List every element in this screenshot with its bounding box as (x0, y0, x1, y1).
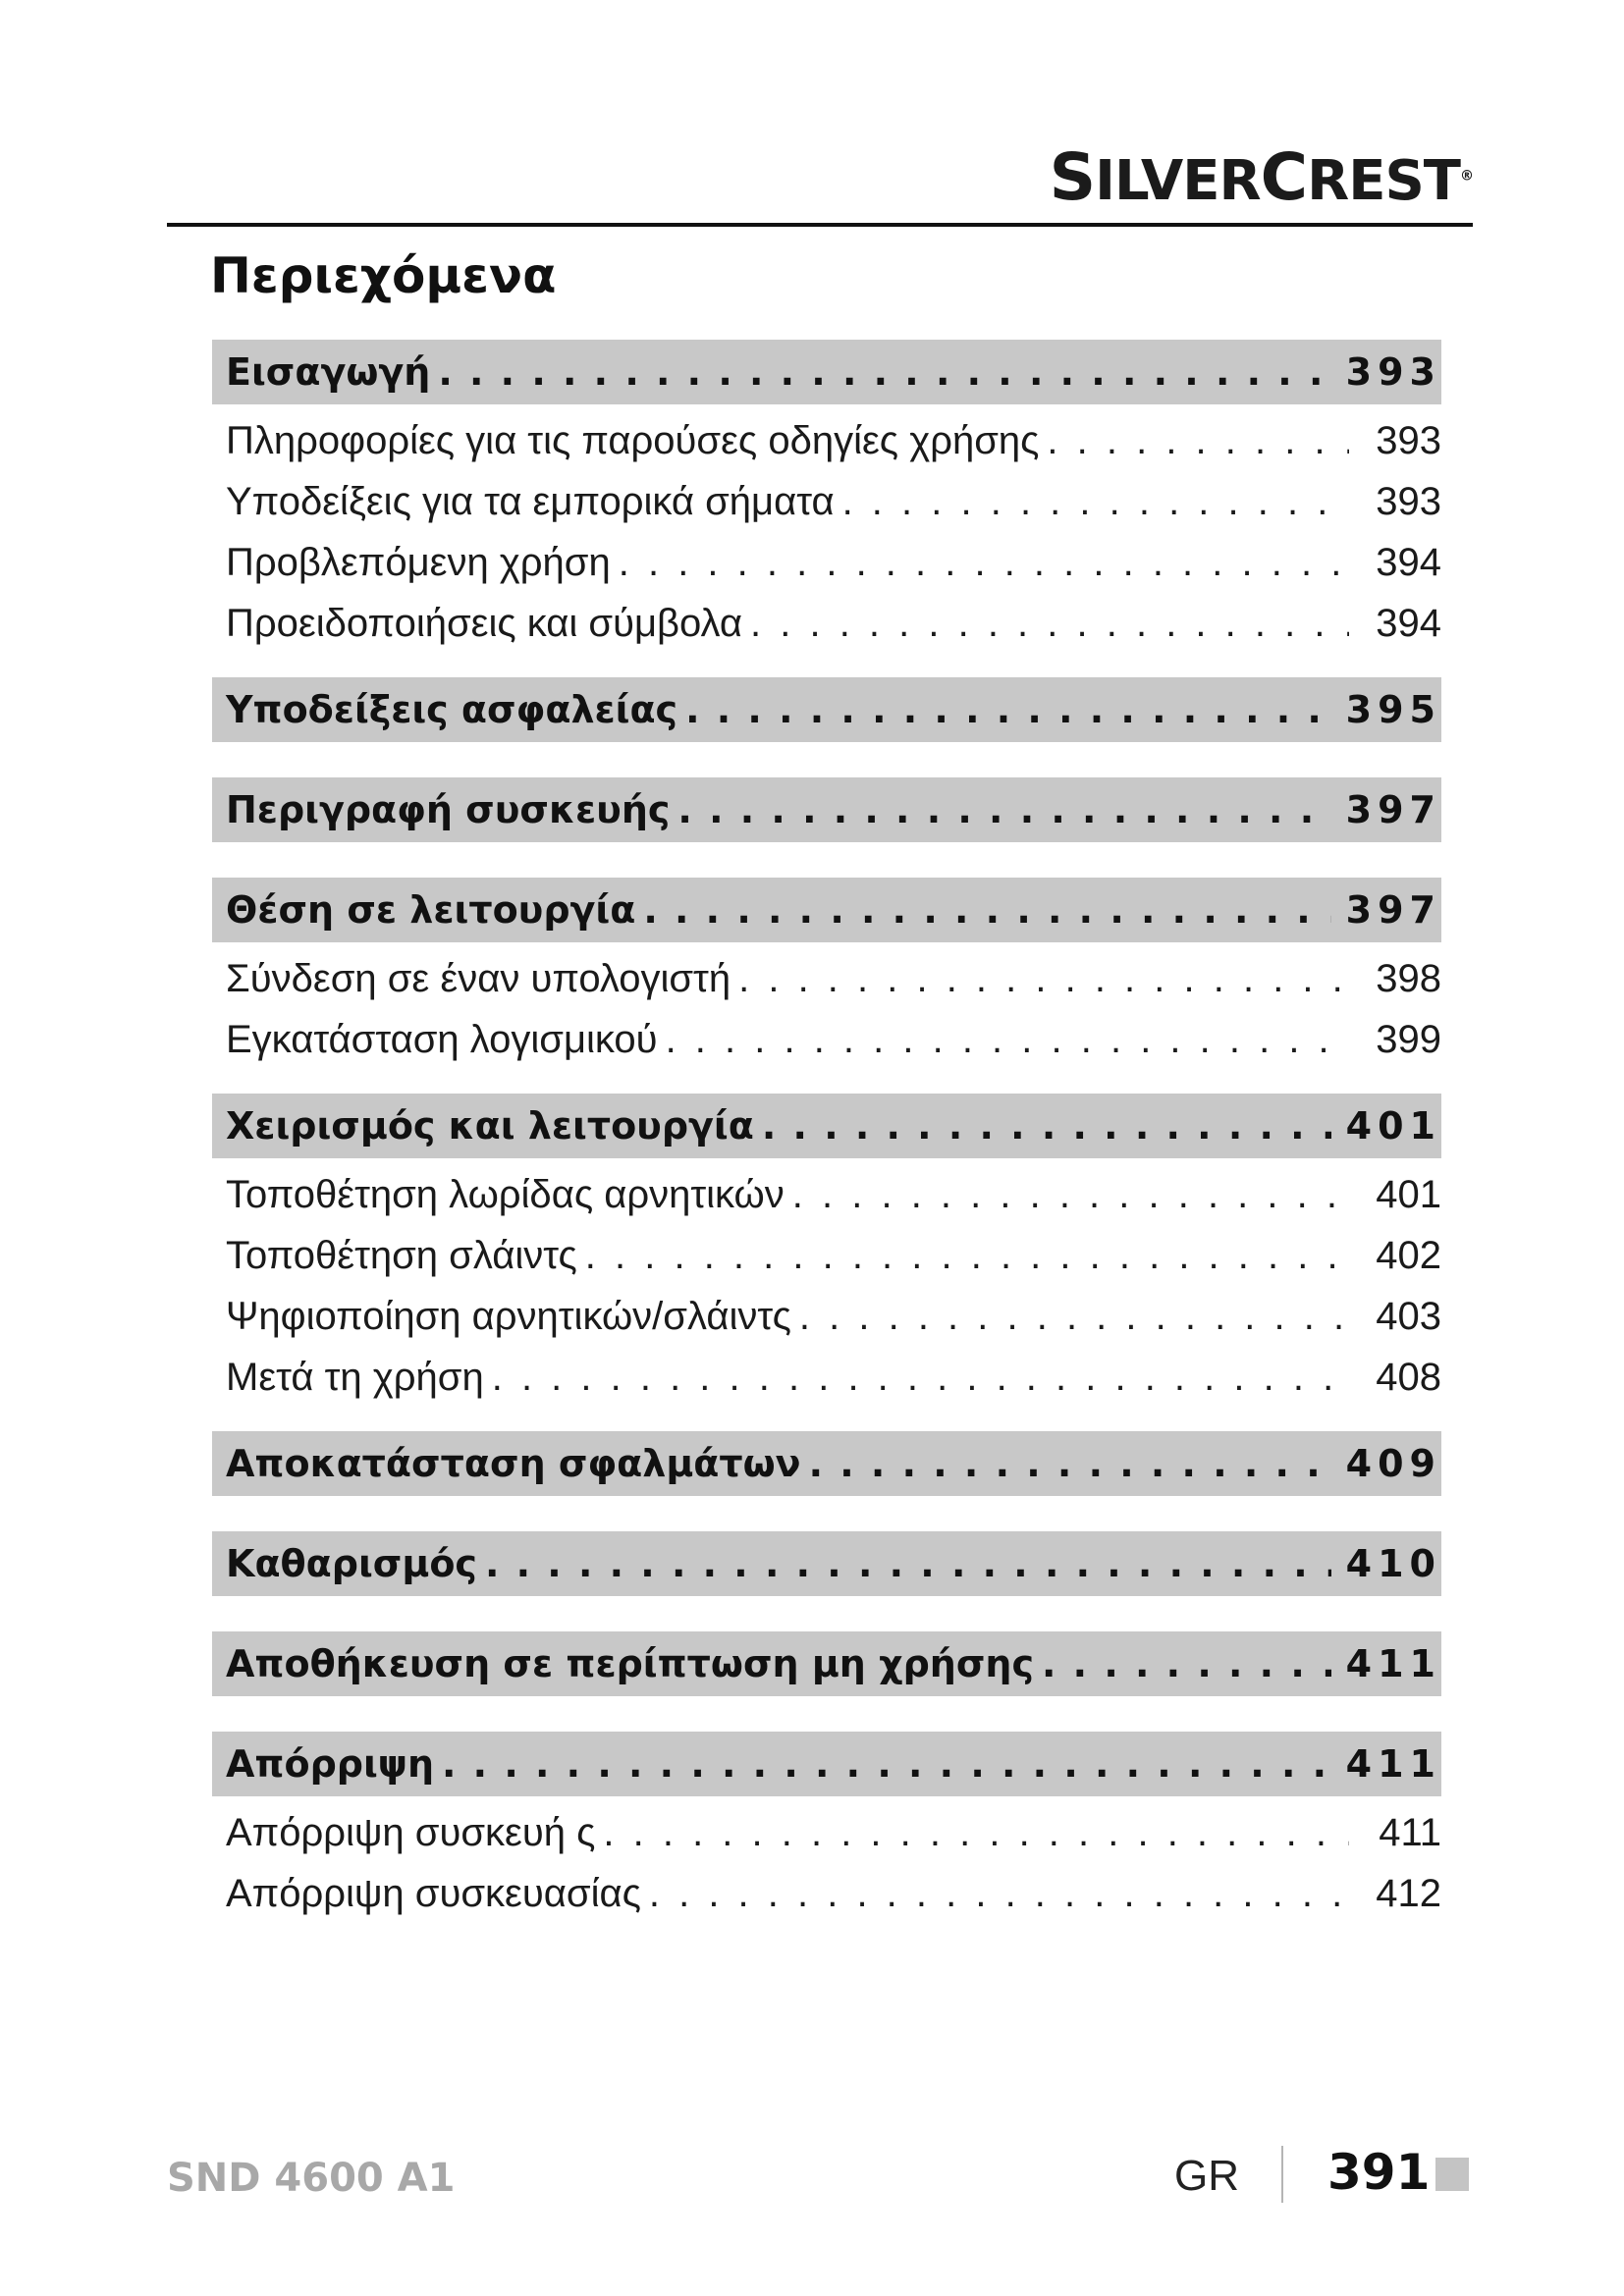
toc-leader-dots (677, 788, 1331, 831)
toc-leader-dots (492, 1356, 1349, 1400)
toc-main-label: Υποδείξεις ασφαλείας (226, 688, 678, 731)
toc-leader-dots (809, 1442, 1331, 1485)
toc-main-page: 397 (1345, 788, 1441, 831)
toc-sub-label: Πληροφορίες για τις παρούσες οδηγίες χρήσης (226, 418, 1040, 462)
toc-main-page: 401 (1345, 1104, 1441, 1148)
toc-main-entry[interactable] (212, 777, 1441, 842)
toc-leader-dots (685, 688, 1331, 731)
toc-gap (212, 1702, 1441, 1732)
toc-leader-dots (603, 1811, 1349, 1855)
toc-leader-dots (585, 1234, 1349, 1278)
toc-main-entry[interactable] (212, 878, 1441, 942)
toc-main-page: 411 (1345, 1742, 1441, 1786)
toc-sub-entry[interactable] (212, 410, 1441, 471)
toc-sub-label: Υποδείξεις για τα εμπορικά σήματα (226, 479, 835, 523)
toc-sub-page: 398 (1376, 956, 1441, 1000)
toc-sub-page: 408 (1376, 1355, 1441, 1399)
toc-main-page: 395 (1345, 688, 1441, 731)
toc-main-page: 411 (1345, 1642, 1441, 1685)
toc-sub-entry[interactable] (212, 1863, 1441, 1924)
toc-section (212, 777, 1441, 878)
table-of-contents (212, 340, 1441, 1948)
toc-sub-page: 403 (1376, 1294, 1441, 1338)
toc-gap (212, 1070, 1441, 1094)
toc-sub-page: 402 (1376, 1233, 1441, 1277)
toc-sub-entry[interactable] (212, 532, 1441, 593)
toc-main-label: Αποκατάσταση σφαλμάτων (226, 1442, 801, 1485)
toc-section (212, 1531, 1441, 1631)
toc-sub-label: Τοποθέτηση σλάιντς (226, 1233, 577, 1277)
toc-sub-page: 399 (1376, 1017, 1441, 1061)
toc-sub-page: 393 (1376, 479, 1441, 523)
toc-leader-dots (649, 1872, 1349, 1916)
toc-leader-dots (438, 350, 1331, 394)
toc-sub-page: 412 (1376, 1871, 1441, 1915)
toc-sub-label: Σύνδεση σε έναν υπολογιστή (226, 956, 731, 1000)
toc-sub-label: Τοποθέτηση λωρίδας αρνητικών (226, 1172, 785, 1216)
toc-main-entry[interactable] (212, 1732, 1441, 1796)
toc-leader-dots (1042, 1642, 1331, 1685)
toc-sub-label: Προειδοποιήσεις και σύμβολα (226, 601, 743, 645)
toc-sub-entry[interactable] (212, 1164, 1441, 1225)
toc-sub-label: Προβλεπόμενη χρήση (226, 540, 611, 584)
toc-sub-entry[interactable] (212, 948, 1441, 1009)
toc-main-label: Απόρριψη (226, 1742, 435, 1786)
toc-main-entry[interactable] (212, 1431, 1441, 1496)
toc-sub-page: 401 (1376, 1172, 1441, 1216)
toc-leader-dots (799, 1295, 1349, 1339)
toc-leader-dots (792, 1173, 1349, 1217)
toc-leader-dots (619, 541, 1349, 585)
page-title: Περιεχόμενα (210, 247, 557, 304)
toc-main-page: 410 (1345, 1542, 1441, 1585)
toc-sub-label: Ψηφιοποίηση αρνητικών/σλάιντς (226, 1294, 791, 1338)
toc-sub-page: 393 (1376, 418, 1441, 462)
toc-gap (212, 1502, 1441, 1531)
toc-sub-entry[interactable] (212, 1225, 1441, 1286)
toc-main-entry[interactable] (212, 1094, 1441, 1158)
toc-sub-entry[interactable] (212, 1286, 1441, 1347)
toc-leader-dots (1047, 419, 1349, 463)
toc-sub-label: Απόρριψη συσκευασίας (226, 1871, 641, 1915)
toc-sub-entry[interactable] (212, 593, 1441, 654)
brand-logo: SILVERCREST® (1049, 139, 1473, 215)
toc-gap (212, 1602, 1441, 1631)
toc-sub-entry[interactable] (212, 1347, 1441, 1408)
toc-section (212, 1431, 1441, 1531)
toc-section (212, 1094, 1441, 1431)
footer-page-number: 391 (1327, 2144, 1431, 2201)
toc-main-page: 397 (1345, 888, 1441, 932)
footer-model: SND 4600 A1 (167, 2156, 456, 2201)
footer-separator (1281, 2146, 1283, 2203)
toc-main-page: 409 (1345, 1442, 1441, 1485)
toc-main-entry[interactable] (212, 340, 1441, 404)
toc-section (212, 677, 1441, 777)
toc-sub-entry[interactable] (212, 1802, 1441, 1863)
toc-gap (212, 748, 1441, 777)
toc-section (212, 1732, 1441, 1948)
toc-section (212, 878, 1441, 1094)
toc-main-page: 393 (1345, 350, 1441, 394)
toc-leader-dots (842, 480, 1349, 524)
toc-gap (212, 848, 1441, 878)
footer-language: GR (1174, 2152, 1239, 2200)
toc-main-entry[interactable] (212, 677, 1441, 742)
toc-main-label: Θέση σε λειτουργία (226, 888, 636, 932)
toc-section (212, 1631, 1441, 1732)
toc-leader-dots (762, 1104, 1331, 1148)
toc-main-label: Εισαγωγή (226, 350, 431, 394)
toc-leader-dots (750, 602, 1349, 646)
footer-square-marker (1435, 2158, 1469, 2191)
toc-main-entry[interactable] (212, 1531, 1441, 1596)
toc-sub-label: Μετά τη χρήση (226, 1355, 484, 1399)
toc-leader-dots (485, 1542, 1331, 1585)
toc-gap (212, 654, 1441, 677)
toc-main-entry[interactable] (212, 1631, 1441, 1696)
toc-main-label: Περιγραφή συσκευής (226, 788, 671, 831)
toc-gap (212, 1408, 1441, 1431)
toc-sub-entry[interactable] (212, 1009, 1441, 1070)
toc-sub-page: 394 (1376, 540, 1441, 584)
toc-leader-dots (442, 1742, 1331, 1786)
toc-sub-label: Εγκατάσταση λογισμικού (226, 1017, 658, 1061)
toc-main-label: Αποθήκευση σε περίπτωση μη χρήσης (226, 1642, 1035, 1685)
toc-leader-dots (643, 888, 1331, 932)
header-rule (167, 223, 1473, 227)
toc-main-label: Χειρισμός και λειτουργία (226, 1104, 754, 1148)
toc-sub-page: 394 (1376, 601, 1441, 645)
toc-main-label: Καθαρισμός (226, 1542, 477, 1585)
toc-sub-label: Απόρριψη συσκευή ς (226, 1810, 596, 1854)
toc-leader-dots (666, 1018, 1349, 1062)
toc-leader-dots (738, 957, 1349, 1001)
toc-section (212, 340, 1441, 677)
toc-sub-page: 411 (1379, 1810, 1441, 1854)
toc-gap (212, 1924, 1441, 1948)
toc-sub-entry[interactable] (212, 471, 1441, 532)
